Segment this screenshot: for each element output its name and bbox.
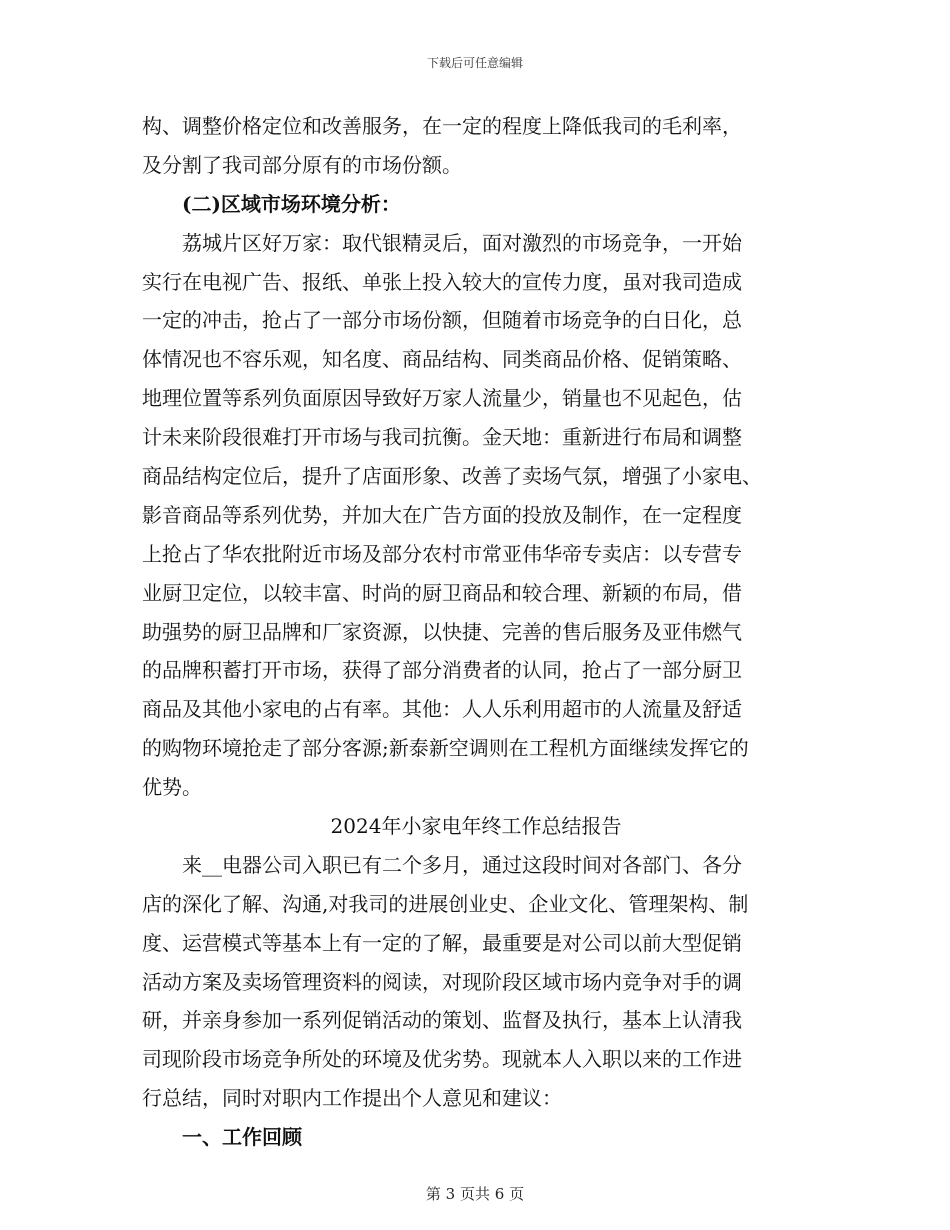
- body-line: 度、运营模式等基本上有一定的了解，最重要是对公司以前大型促销: [142, 930, 742, 955]
- section-heading: 一、工作回顾: [182, 1125, 302, 1150]
- section-heading: (二)区域市场环境分析：: [182, 191, 401, 216]
- body-line: 行总结，同时对职内工作提出个人意见和建议：: [142, 1086, 562, 1111]
- body-line: 计未来阶段很难打开市场与我司抗衡。金天地：重新进行布局和调整: [142, 425, 742, 450]
- body-line: 的品牌积蓄打开市场，获得了部分消费者的认同，抢占了一部分厨卫: [142, 658, 742, 683]
- body-line: 店的深化了解、沟通,对我司的进展创业史、企业文化、管理架构、制: [142, 891, 749, 916]
- body-line: 一定的冲击，抢占了一部分市场份额，但随着市场竞争的白日化，总: [142, 308, 742, 333]
- body-line: 活动方案及卖场管理资料的阅读，对现阶段区域市场内竞争对手的调: [142, 969, 742, 994]
- document-title: 2024年小家电年终工作总结报告: [330, 814, 622, 839]
- body-line: 研，并亲身参加一系列促销活动的策划、监督及执行，基本上认清我: [142, 1008, 742, 1033]
- body-line: 上抢占了华农批附近市场及部分农村市常亚伟华帝专卖店：以专营专: [142, 541, 742, 566]
- body-line: 实行在电视广告、报纸、单张上投入较大的宣传力度，虽对我司造成: [142, 269, 742, 294]
- document-body: [142, 107, 810, 1157]
- body-line: 业厨卫定位，以较丰富、时尚的厨卫商品和较合理、新颖的布局，借: [142, 580, 742, 605]
- body-line: 助强势的厨卫品牌和厂家资源，以快捷、完善的售后服务及亚伟燃气: [142, 619, 742, 644]
- body-line: 的购物环境抢走了部分客源;新泰新空调则在工程机方面继续发挥它的: [142, 736, 749, 761]
- body-line: 商品结构定位后，提升了店面形象、改善了卖场气氛，增强了小家电、: [142, 464, 762, 489]
- body-line: 来__电器公司入职已有二个多月，通过这段时间对各部门、各分: [182, 852, 742, 877]
- body-line: 影音商品等系列优势，并加大在广告方面的投放及制作，在一定程度: [142, 502, 742, 527]
- body-line: 构、调整价格定位和改善服务，在一定的程度上降低我司的毛利率，: [142, 114, 742, 138]
- page-footer: 第 3 页共 6 页: [425, 1185, 525, 1203]
- page-header-note: 下载后可任意编辑: [426, 56, 523, 70]
- body-line: 荔城片区好万家：取代银精灵后，面对激烈的市场竞争，一开始: [182, 230, 742, 255]
- body-line: 及分割了我司部分原有的市场份额。: [142, 152, 462, 177]
- body-line: 司现阶段市场竞争所处的环境及优劣势。现就本人入职以来的工作进: [142, 1047, 742, 1072]
- body-line: 优势。: [142, 775, 202, 800]
- body-line: 地理位置等系列负面原因导致好万家人流量少，销量也不见起色，估: [142, 386, 742, 411]
- body-line: 体情况也不容乐观，知名度、商品结构、同类商品价格、促销策略、: [142, 347, 742, 372]
- body-line: 商品及其他小家电的占有率。其他：人人乐利用超市的人流量及舒适: [142, 697, 742, 722]
